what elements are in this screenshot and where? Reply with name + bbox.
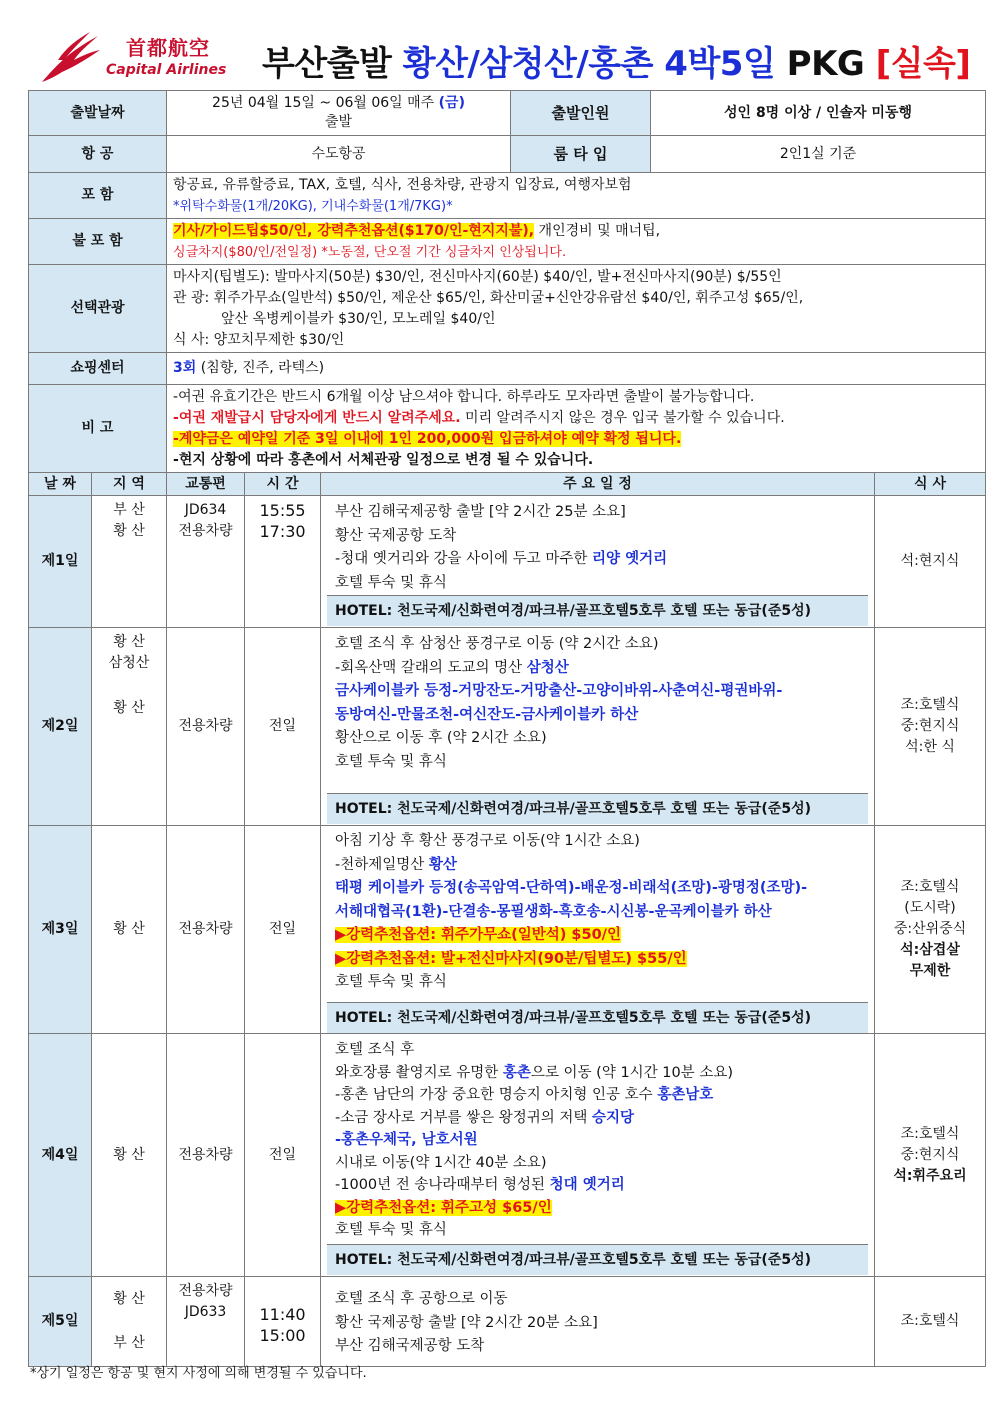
info-row-notes: [29, 385, 986, 473]
info-row-exclude: [29, 219, 986, 265]
footnote: *상기 일정은 항공 및 현지 사정에 의해 변경될 수 있습니다.: [30, 1366, 367, 1381]
day-meals: 석:현지식: [875, 496, 986, 628]
day-schedule: 아침 기상 후 황산 풍경구로 이동(약 1시간 소요) -천하제일명산 황산 태평 케이블카 등정(송곡암역-단하역)-배운정-비래석(조망)-광명정(조망)- 서해대협곡(1환)-단결송-몽필생화-흑호송-시신봉-운곡케이블카 하산 ▶강력추천옵션: 휘주가무쇼(일반석) $50/인 ▶강력추천옵션: 발+전신마사지(90분/팁별도) $55/인 호텔 투숙 및 휴식 HOTEL: 천도국제/신화련여경/파크뷰/골프호텔5호루 호텔 또는 동급(준5성): [321, 826, 875, 1034]
day-label: 제5일: [29, 1277, 92, 1367]
col-time: 시 간: [245, 473, 321, 496]
day-times: 전일: [245, 826, 321, 1034]
info-row-shopping: [29, 353, 986, 385]
day-schedule: 호텔 조식 후 삼청산 풍경구로 이동 (약 2시간 소요) -회옥산맥 갈래의 도교의 명산 삼청산 금사케이블카 등정-거망잔도-거망출산-고양이바위-사춘여신-평권바위- 동방여신-만물조천-여신잔도-금사케이블카 하산 황산으로 이동 후 (약 2시간 소요) 호텔 투숙 및 휴식 HOTEL: 천도국제/신화련여경/파크뷰/골프호텔5호루 호텔 또는 동급(준5성): [321, 628, 875, 826]
title-part-3: PKG: [775, 44, 876, 84]
day-schedule: 호텔 조식 후 와호장룡 촬영지로 유명한 홍촌으로 이동 (약 1시간 10분 소요) -홍촌 남단의 가장 중요한 명승지 아치형 인공 호수 홍촌남호 -소금 장사로 거부를 쌓은 왕정귀의 저택 승지당 -홍촌우체국, 남호서원 시내로 이동(약 1시간 40분 소요) -1000년 전 송나라때부터 형성된 청대 옛거리 ▶강력추천옵션: 휘주고성 $65/인 호텔 투숙 및 휴식 HOTEL: 천도국제/신화련여경/파크뷰/골프호텔5호루 호텔 또는 동급(준5성): [321, 1034, 875, 1277]
day-row-5: [29, 1277, 986, 1367]
include-value: 항공료, 유류할증료, TAX, 호텔, 식사, 전용차량, 관광지 입장료, 여행자보험 *위탁수화물(1개/20KG), 기내수화물(1개/7KG)*: [167, 173, 986, 219]
col-schedule: 주 요 일 정: [321, 473, 875, 496]
day-transport: 전용차량: [167, 826, 245, 1034]
hotel-info: HOTEL: 천도국제/신화련여경/파크뷰/골프호텔5호루 호텔 또는 동급(준5성): [327, 1002, 868, 1033]
hotel-info: HOTEL: 천도국제/신화련여경/파크뷰/골프호텔5호루 호텔 또는 동급(준5성): [327, 793, 868, 824]
day-times: 전일: [245, 628, 321, 826]
col-date: 날 짜: [29, 473, 92, 496]
page-header: [0, 0, 1000, 92]
shopping-label: 쇼핑센터: [29, 353, 167, 385]
exclude-label: 불 포 함: [29, 219, 167, 265]
airline-logo: [38, 30, 238, 86]
optional-tour-value: 마사지(팁별도): 발마사지(50분) $30/인, 전신마사지(60분) $40/인, 발+전신마사지(90분) $/55인 관 광: 휘주가무쇼(일반석) $50/인, 제운산 $65/인, 화산미굴+신안강유람선 $40/인, 휘주고성 $65/인, 앞산 옥병케이블카 $30/인, 모노레일 $40/인 식 사: 양꼬치무제한 $30/인: [167, 265, 986, 353]
day-row-2: [29, 628, 986, 826]
notes-value: -여권 유효기간은 반드시 6개월 이상 남으셔야 합니다. 하루라도 모자라면 출발이 불가능합니다. -여권 재발급시 담당자에게 반드시 알려주세요. 미리 알려주시지 않은 경우 입국 불가할 수 있습니다. -계약금은 예약일 기준 3일 이내에 1인 200,000원 입금하셔야 예약 확정 됩니다. -현지 상황에 따라 홍촌에서 서체관광 일정으로 변경 될 수 있습니다.: [167, 385, 986, 473]
day-label: 제2일: [29, 628, 92, 826]
optional-tour-label: 선택관광: [29, 265, 167, 353]
day-regions: 부 산 황 산: [92, 496, 167, 628]
day-times: 15:55 17:30: [245, 496, 321, 628]
phoenix-logo-icon: [38, 30, 108, 86]
day-row-3: [29, 826, 986, 1034]
day-meals: 조:호텔식 중:현지식 석:한 식: [875, 628, 986, 826]
day-row-1: [29, 496, 986, 628]
departure-people-value: 성인 8명 이상 / 인솔자 미동행: [724, 105, 913, 121]
day-label: 제4일: [29, 1034, 92, 1277]
info-row-departure: [29, 91, 986, 136]
shopping-value: 3회 (침향, 진주, 라텍스): [167, 353, 986, 385]
departure-date-value: 25년 04월 15일 ~ 06월 06일 매주 (금) 출발: [212, 95, 465, 130]
itinerary-table: [28, 90, 986, 1367]
airline-label: 항 공: [29, 136, 167, 173]
include-label: 포 함: [29, 173, 167, 219]
airline-name-en: Capital Airlines: [106, 62, 227, 78]
title-part-2: 황산/삼청산/홍촌 4박5일: [402, 44, 776, 84]
day-meals: 조:호텔식 중:현지식 석:휘주요리: [875, 1034, 986, 1277]
day-schedule: 호텔 조식 후 공항으로 이동 황산 국제공항 출발 [약 2시간 20분 소요] 부산 김해국제공항 도착: [321, 1277, 875, 1367]
day-label: 제3일: [29, 826, 92, 1034]
title-part-4: [실속]: [875, 44, 971, 84]
page-title: [262, 36, 970, 85]
room-type-value: 2인1실 기준: [779, 146, 857, 162]
day-transport: 전용차량: [167, 1034, 245, 1277]
airline-name-cn: 首都航空: [126, 36, 210, 60]
schedule-column-headers: [29, 473, 986, 496]
col-transport: 교통편: [167, 473, 245, 496]
day-regions: 황 산: [92, 1034, 167, 1277]
info-row-include: [29, 173, 986, 219]
room-type-label: 룸 타 입: [510, 136, 651, 172]
col-meal: 식 사: [875, 473, 986, 496]
departure-date-label: 출발날짜: [29, 91, 167, 136]
day-label: 제1일: [29, 496, 92, 628]
hotel-info: HOTEL: 천도국제/신화련여경/파크뷰/골프호텔5호루 호텔 또는 동급(준5성): [327, 595, 868, 626]
day-regions: 황 산 삼청산 황 산: [92, 628, 167, 826]
day-schedule: 부산 김해국제공항 출발 [약 2시간 25분 소요] 황산 국제공항 도착 -청대 옛거리와 강을 사이에 두고 마주한 리양 옛거리 호텔 투숙 및 휴식 HOTEL: 천도국제/신화련여경/파크뷰/골프호텔5호루 호텔 또는 동급(준5성): [321, 496, 875, 628]
hotel-info: HOTEL: 천도국제/신화련여경/파크뷰/골프호텔5호루 호텔 또는 동급(준5성): [327, 1244, 868, 1275]
day-regions: 황 산: [92, 826, 167, 1034]
day-regions: 황 산 부 산: [92, 1277, 167, 1367]
airline-value: 수도항공: [311, 146, 366, 162]
notes-label: 비 고: [29, 385, 167, 473]
exclude-value: 기사/가이드팁$50/인, 강력추천옵션($170/인-현지지불), 개인경비 및 매너팁, 싱글차지($80/인/전일정) *노동절, 단오절 기간 싱글차지 인상됩니다.: [167, 219, 986, 265]
day-times: 11:40 15:00: [245, 1277, 321, 1367]
day-times: 전일: [245, 1034, 321, 1277]
title-part-1: 부산출발: [262, 44, 403, 84]
day-meals: 조:호텔식 (도시락) 중:산위중식 석:삼겹살 무제한: [875, 826, 986, 1034]
info-row-airline: [29, 136, 986, 173]
day-transport: JD634 전용차량: [167, 496, 245, 628]
day-transport: 전용차량 JD633: [167, 1277, 245, 1367]
day-meals: 조:호텔식: [875, 1277, 986, 1367]
info-row-optional: [29, 265, 986, 353]
col-region: 지 역: [92, 473, 167, 496]
day-row-4: [29, 1034, 986, 1277]
departure-people-label: 출발인원: [510, 91, 651, 135]
day-transport: 전용차량: [167, 628, 245, 826]
